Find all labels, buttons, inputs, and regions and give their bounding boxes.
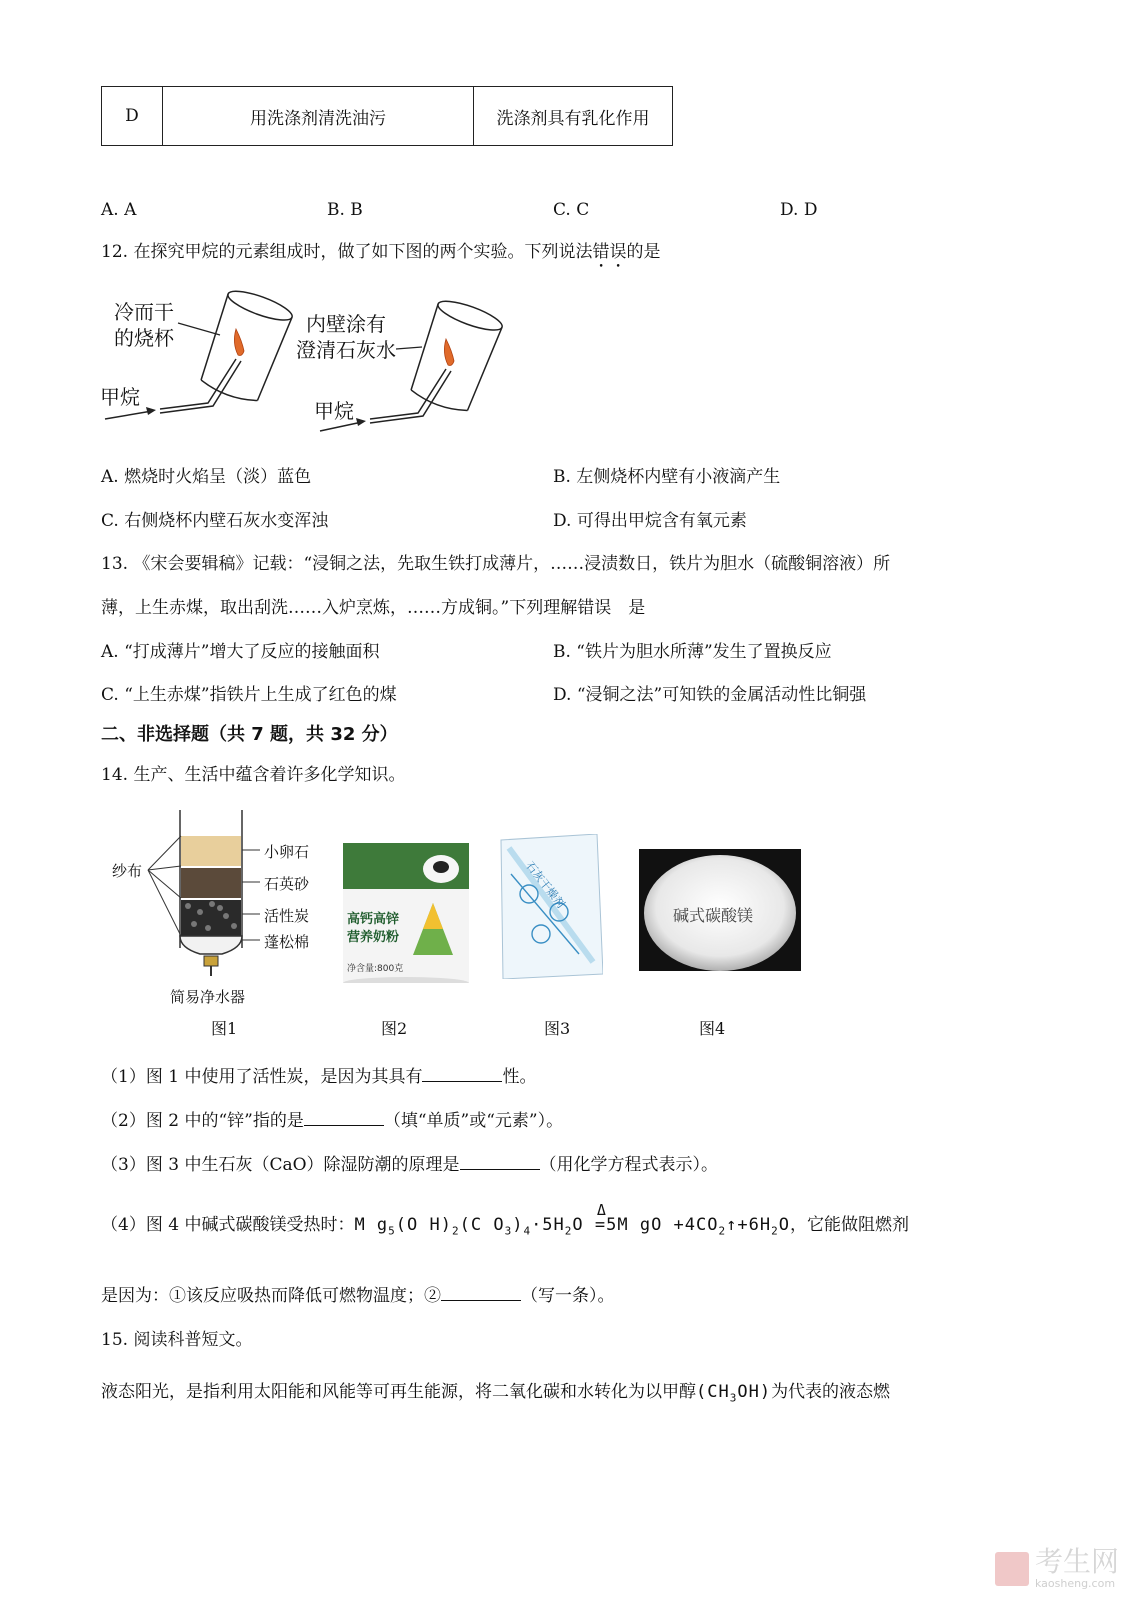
q15-paragraph-tail: 为代表的液态燃 [771,1382,891,1402]
milk-powder-photo [341,843,471,983]
table-cell: 用洗涤剂清洗油污 [163,87,474,146]
figure-caption: 图4 [699,1019,726,1038]
answer-table [101,86,673,146]
left-beaker-label-line1: 冷而干 [114,300,174,324]
q14-sub4-line2-tail: （写一条）。 [521,1286,615,1306]
left-gas-label: 甲烷 [100,385,140,409]
q13-line2: 薄，上生赤煤，取出刮洗……入炉烹炼，……方成铜。”下列理解错误 是 [101,598,646,618]
q13-line1: 13. 《宋会要辑稿》记载：“浸铜之法，先取生铁打成薄片，……浸渍数日，铁片为胆水（硫酸铜溶液）所 [101,554,891,574]
desiccant-photo [499,834,603,979]
q11-option-d: D. D [780,200,818,220]
figure-caption: 图1 [211,1019,238,1038]
q12-stem [101,237,660,272]
q11-option-c: C. C [553,200,590,220]
q14-sub1-text: （1）图 1 中使用了活性炭，是因为其具有 [101,1067,423,1087]
q15-paragraph-text: 液态阳光，是指利用太阳能和风能等可再生能源，将二氧化碳和水转化为以甲醇 [101,1382,696,1402]
watermark-logo-icon [995,1552,1029,1586]
watermark [995,1547,1119,1590]
left-beaker-label-line2: 的烧杯 [114,326,174,350]
q12-option-a: A. 燃烧时火焰呈（淡）蓝色 [101,467,312,487]
desiccant-text: 石灰干燥剂 [523,859,568,911]
q14-sub3-tail: （用化学方程式表示）。 [539,1155,719,1175]
q14-sub4-text: （4）图 4 中碱式碳酸镁受热时： [101,1215,355,1235]
q12-stem-tail: 的是 [626,242,661,262]
q15-paragraph [101,1377,890,1404]
q13-option-b: B. “铁片为胆水所薄”发生了置换反应 [553,642,832,662]
table-cell: 洗涤剂具有乳化作用 [474,87,673,146]
q15-stem: 15. 阅读科普短文。 [101,1330,253,1350]
section-heading: 二、非选择题（共 7 题，共 32 分） [101,724,398,745]
right-beaker-label [296,311,396,363]
watermark-url: kaosheng.com [1034,1577,1116,1590]
q14-sub2-text: （2）图 2 中的“锌”指的是 [101,1111,304,1131]
layer-label: 石英砂 [264,875,310,893]
q12-option-c: C. 右侧烧杯内壁石灰水变浑浊 [101,511,329,531]
figure-caption: 图2 [381,1019,408,1038]
layer-label: 活性炭 [264,907,310,925]
gauze-label: 纱布 [112,862,143,880]
table-row [102,87,673,146]
water-purifier-figure [108,808,328,1008]
purifier-title: 简易净水器 [170,988,246,1006]
desiccant-packet [499,834,603,979]
methanol-formula: $(CH_3OH)$ [696,1382,772,1405]
q14-sub3 [101,1150,718,1175]
powder-label: 碱式碳酸镁 [673,906,754,925]
q14-sub4-tail: ，它能做阻燃剂 [789,1215,909,1235]
answer-blank[interactable] [304,1111,384,1126]
watermark-brand: 考生网 [1034,1545,1119,1578]
layer-label: 小卵石 [264,843,310,861]
q13-option-d: D. “浸铜之法”可知铁的金属活动性比铜强 [553,685,867,705]
q14-sub4-line2-text: 是因为：①该反应吸热而降低可燃物温度；② [101,1286,441,1306]
milk-powder-text-line2: 营养奶粉 [347,930,400,945]
q14-stem: 14. 生产、生活中蕴含着许多化学知识。 [101,765,406,785]
answer-blank[interactable] [441,1286,521,1301]
q13-option-a: A. “打成薄片”增大了反应的接触面积 [101,642,380,662]
net-weight-text: 净含量:800克 [347,964,404,974]
methane-experiment-figure [100,285,520,445]
right-beaker-label-line2: 澄清石灰水 [296,338,396,362]
q14-sub2-tail: （填“单质”或“元素”）。 [383,1111,564,1131]
q14-sub4 [101,1201,909,1238]
q12-option-b: B. 左侧烧杯内壁有小液滴产生 [553,467,781,487]
q14-sub3-text: （3）图 3 中生石灰（CaO）除湿防潮的原理是 [101,1155,460,1175]
q12-stem-emphasis: 错误 [592,242,627,262]
q12-stem-text: 12. 在探究甲烷的元素组成时，做了如下图的两个实验。下列说法 [101,242,593,262]
magnesium-carbonate-photo [639,849,801,971]
q14-sub1 [101,1062,536,1087]
right-gas-label: 甲烷 [314,399,354,423]
layer-label: 蓬松棉 [264,933,310,951]
q11-option-b: B. B [327,200,363,220]
chemical-equation: M $g_5(O$ $H)_2(C$ $O_3)_4\cdot 5H_2O$ Δ =5M gO $+4CO_2↑+6H_2O$ [354,1201,790,1238]
milk-powder-text-line1: 高钙高锌 [347,912,400,927]
q14-sub2 [101,1106,563,1131]
milk-powder-text [347,911,399,947]
q13-option-c: C. “上生赤煤”指铁片上生成了红色的煤 [101,685,397,705]
q12-option-d: D. 可得出甲烷含有氧元素 [553,511,747,531]
figure-caption: 图3 [544,1019,571,1038]
table-cell: D [102,87,163,146]
answer-blank[interactable] [460,1155,540,1170]
right-beaker-label-line1: 内壁涂有 [306,312,386,336]
q14-sub1-tail: 性。 [502,1067,537,1087]
left-beaker-label [114,299,174,351]
q14-sub4-line2 [101,1281,615,1306]
answer-blank[interactable] [422,1067,502,1082]
q11-option-a: A. A [101,200,137,220]
